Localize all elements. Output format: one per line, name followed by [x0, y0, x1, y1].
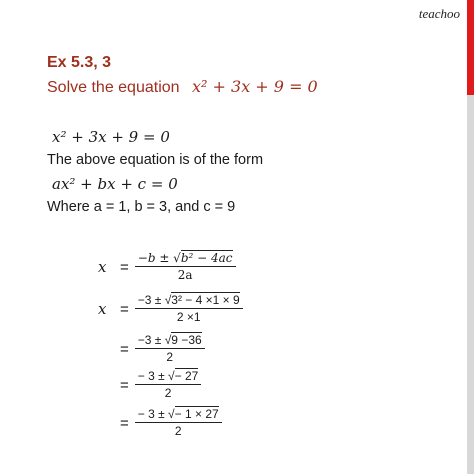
formula-lhs: x [98, 258, 107, 277]
coefficients-line: Where a = 1, b = 3, and c = 9 [47, 199, 236, 215]
formula-denominator: 2a [177, 268, 193, 283]
question-line [47, 77, 318, 97]
step3-fraction [135, 370, 202, 400]
equation-general-form: ax² + bx + c = 0 [52, 175, 178, 193]
formula-radicand: b² − 4ac [180, 251, 233, 265]
solution-step-1 [98, 294, 243, 324]
step1-equals: = [120, 300, 129, 318]
solution-step-2 [98, 334, 205, 364]
step2-denominator: 2 [166, 350, 174, 365]
step1-fraction [135, 294, 243, 324]
step3-equals: = [120, 376, 129, 394]
progress-bar-fill [467, 0, 474, 95]
formula-numerator-prefix: −b ± √ [137, 251, 181, 265]
formula-fraction [135, 252, 236, 282]
equation-main: x² + 3x + 9 = 0 [52, 128, 170, 146]
solution-step-3 [98, 370, 201, 400]
step1-radicand: 3² − 4 ×1 × 9 [171, 293, 240, 307]
step4-radicand: − 1 × 27 [174, 407, 219, 421]
step1-denominator: 2 ×1 [176, 310, 201, 325]
exercise-title: Ex 5.3, 3 [47, 54, 112, 71]
step3-radicand: − 27 [174, 369, 199, 383]
step2-radicand: 9 −36 [171, 333, 202, 347]
quadratic-formula [98, 252, 236, 282]
step4-numerator-prefix: − 3 ± √ [137, 407, 175, 421]
teachoo-logo: teachoo [418, 6, 460, 21]
step4-fraction [135, 408, 222, 438]
form-description: The above equation is of the form [47, 152, 264, 168]
step2-numerator-prefix: −3 ± √ [137, 333, 172, 347]
question-text: Solve the equation [47, 79, 180, 96]
step4-denominator: 2 [174, 424, 182, 439]
question-equation: x² + 3x + 9 = 0 [192, 77, 318, 96]
step2-fraction [135, 334, 205, 364]
progress-bar [467, 0, 474, 474]
step4-equals: = [120, 414, 129, 432]
step1-numerator-prefix: −3 ± √ [137, 293, 172, 307]
step2-equals: = [120, 340, 129, 358]
step3-numerator-prefix: − 3 ± √ [137, 369, 175, 383]
solution-step-4 [98, 408, 222, 438]
formula-equals: = [120, 258, 129, 276]
step1-lhs: x [98, 300, 107, 319]
step3-denominator: 2 [164, 386, 172, 401]
